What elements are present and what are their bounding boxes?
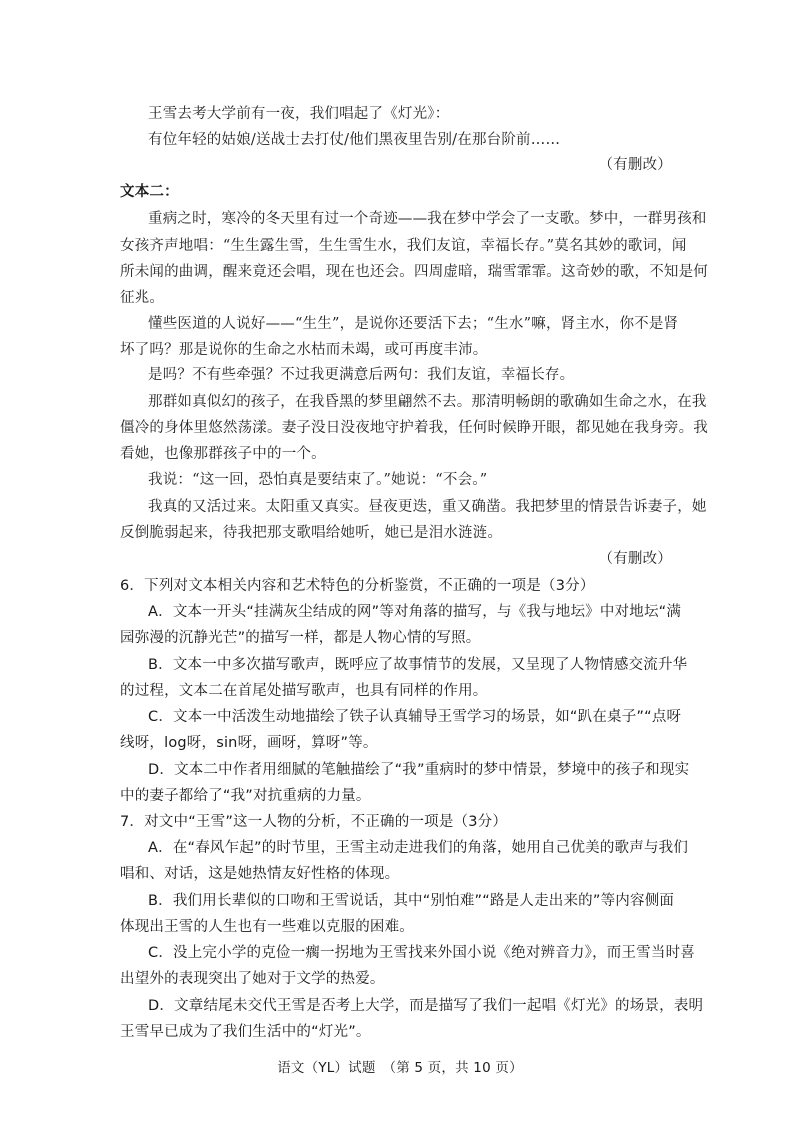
q6-option-b-l2: 的过程，文本二在首尾处描写歌声，也具有同样的作用。: [120, 683, 488, 699]
text2-p2-l2: 坏了吗？那是说你的生命之水枯而未竭，或可再度丰沛。: [120, 342, 488, 358]
q6-option-b-l1: B．文本一中多次描写歌声，既呼应了故事情节的发展，又呈现了人物情感交流升华: [148, 657, 688, 673]
text2-p1-l2: 女孩齐声地唱：“生生露生雪，生生雪生水，我们友谊，幸福长存。”莫名其妙的歌词，闻: [120, 238, 687, 254]
text2-p5-l1: 我说：“这一回，恐怕真是要结束了。”她说：“不会。”: [148, 472, 488, 488]
text2-p4-l1: 那群如真似幻的孩子，在我昏黑的梦里翩然不去。那清明畅朗的歌确如生命之水，在我: [148, 394, 707, 410]
q7-option-a-l1: A．在“春风乍起”的时节里，王雪主动走进我们的角落，她用自己优美的歌声与我们: [148, 840, 689, 856]
page-footer: 语文（YL）试题 （第 5 页，共 10 页）: [277, 1060, 523, 1076]
text2-p6-l2: 反倒脆弱起来，待我把那支歌唱给她听，她已是泪水涟涟。: [120, 525, 503, 541]
q6-option-c-l2: 线呀，log呀，sin呀，画呀，算呀”等。: [120, 735, 378, 751]
q6-option-d-l2: 中的妻子都给了“我”对抗重病的力量。: [120, 788, 371, 804]
text1-note: （有删改）: [598, 157, 672, 173]
text2-p4-l3: 看她，也像那群孩子中的一个。: [120, 446, 326, 462]
q7-option-b-l2: 体现出王雪的人生也有一些难以克服的困难。: [120, 919, 414, 935]
q7-option-d-l2: 王雪早已成为了我们生活中的“灯光”。: [120, 1024, 371, 1040]
text2-p3-l1: 是吗？不有些牵强？不过我更满意后两句：我们友谊，幸福长存。: [148, 367, 575, 383]
text2-heading: 文本二：: [120, 184, 179, 200]
q6-option-a-l1: A．文本一开头“挂满灰尘结成的网”等对角落的描写，与《我与地坛》中对地坛“满: [148, 604, 682, 620]
text2-p2-l1: 懂些医道的人说好——“生生”，是说你还要活下去；“生水”嘛，肾主水，你不是肾: [148, 316, 679, 332]
text2-note: （有删改）: [598, 551, 672, 567]
q7-option-a-l2: 唱和、对话，这是她热情友好性格的体现。: [120, 866, 400, 882]
q7-option-d-l1: D．文章结尾未交代王雪是否考上大学，而是描写了我们一起唱《灯光》的场景，表明: [148, 998, 704, 1014]
q6-stem: 6．下列对文本相关内容和艺术特色的分析鉴赏，不正确的一项是（3分）: [120, 578, 595, 594]
text2-p6-l1: 我真的又活过来。太阳重又真实。昼夜更迭，重又确凿。我把梦里的情景告诉妻子，她: [148, 499, 707, 515]
text2-p1-l4: 征兆。: [120, 290, 165, 306]
text2-p1-l3: 所未闻的曲调，醒来竟还会唱，现在也还会。四周虚暗，瑞雪霏霏。这奇妙的歌，不知是何: [120, 264, 708, 280]
q7-option-b-l1: B．我们用长辈似的口吻和王雪说话，其中“别怕难”“路是人走出来的”等内容侧面: [148, 893, 675, 909]
q6-option-c-l1: C．文本一中活泼生动地描绘了铁子认真辅导王雪学习的场景，如“趴在桌子”“点呀: [148, 709, 682, 725]
text2-p4-l2: 僵冷的身体里悠然荡漾。妻子没日没夜地守护着我，任何时候睁开眼，都见她在我身旁。我: [120, 420, 708, 436]
text1-line-1: 王雪去考大学前有一夜，我们唱起了《灯光》：: [148, 106, 450, 122]
text1-line-2: 有位年轻的姑娘/送战士去打仗/他们黑夜里告别/在那台阶前……: [148, 132, 561, 148]
q6-option-a-l2: 园弥漫的沉静光芒”的描写一样，都是人物心情的写照。: [120, 630, 481, 646]
q7-option-c-l1: C．没上完小学的克俭一瘸一拐地为王雪找来外国小说《绝对辨音力》，而王雪当时喜: [148, 945, 695, 961]
q7-option-c-l2: 出望外的表现突出了她对于文学的热爱。: [120, 971, 385, 987]
q7-stem: 7．对文中“王雪”这一人物的分析，不正确的一项是（3分）: [120, 814, 508, 830]
q6-option-d-l1: D．文本二中作者用细腻的笔触描绘了“我”重病时的梦中情景，梦境中的孩子和现实: [148, 762, 690, 778]
text2-p1-l1: 重病之时，寒冷的冬天里有过一个奇迹——我在梦中学会了一支歌。梦中，一群男孩和: [148, 211, 707, 227]
